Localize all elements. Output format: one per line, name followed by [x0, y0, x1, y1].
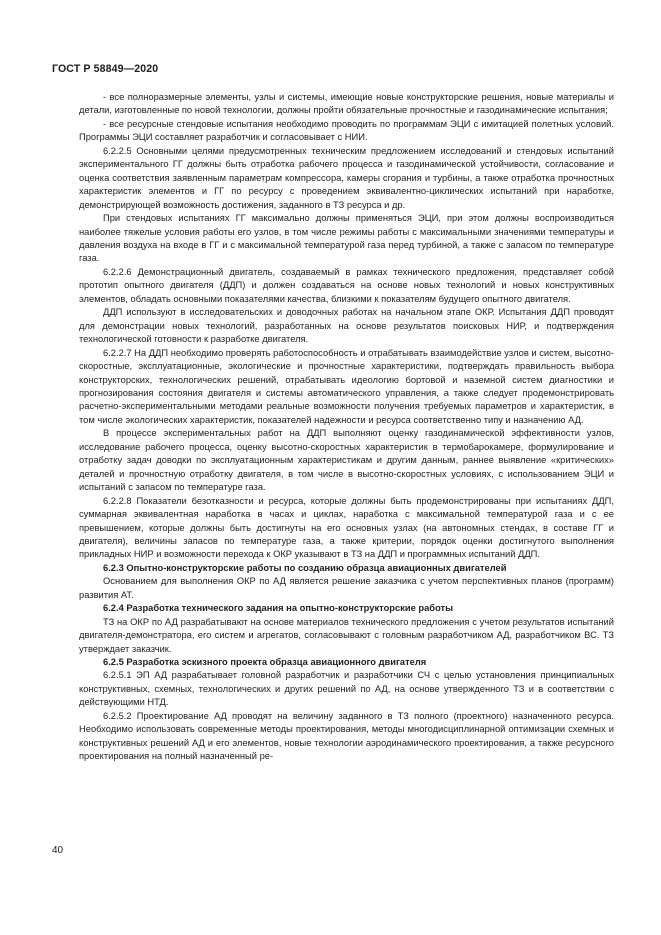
section-heading: 6.2.5 Разработка эскизного проекта образца авиационного двигателя — [103, 657, 427, 668]
section-heading: 6.2.4 Разработка технического задания на опытно-конструкторские работы — [103, 603, 454, 614]
paragraph: 6.2.2.8 Показатели безотказности и ресурса, которые должны быть продемонстрированы при испытаниях ДДП, суммарная эквивалентная наработка в часах и циклах, наработка с максимальной температурой газа и с ее превышением, которые должны быть достигнуты на его основных узлах (на автономных стендах, в составе ГГ и двигателя), величины запасов по температуре газа, а также критерии, порядок оценки достигнутого выполнения прикладных НИР и возможности перехода к ОКР указывают в ТЗ на ДДП и программных испытаний ДДП. — [79, 495, 614, 560]
standard-header: ГОСТ Р 58849—2020 — [52, 63, 159, 75]
paragraph: 6.2.2.6 Демонстрационный двигатель, создаваемый в рамках технического предложения, представляет собой прототип опытного двигателя (ДДП) и должен создаваться на основе новых технологий и новых конструктивных элементов, обладать основными показателями качества, близкими к показателям будущего опытного двигателя. — [79, 266, 614, 304]
paragraph: ДДП используют в исследовательских и доводочных работах на начальном этапе ОКР. Испытания ДДП проводят для демонстрации новых технологий, разработанных на основе результатов поисковых НИР, и подтверждения технологической готовности к разработке двигателя. — [79, 307, 614, 345]
paragraph: 6.2.5.2 Проектирование АД проводят на величину заданного в ТЗ полного (проектного) назначенного ресурса. Необходимо использовать современные методы проектирования, методы многодисциплинарной оптимизации схемных и конструктивных решений АД и его элементов, новые технологии аэродинамического проектирования, а также ресурсного проектирования на полный назначенный ре- — [79, 710, 614, 762]
paragraph: В процессе экспериментальных работ на ДДП выполняют оценку газодинамической эффективности узлов, исследование рабочего процесса, оценку высотно-скоростных характеристик в термобарокамере, формулирование и отработку задач доводки по эксплуатационным характеристикам и другим данным, раннее выявление «критических» деталей и прочностную отработку двигателя, в том числе в высотно-скоростных условиях, с использованием ЭЦИ и испытаний с запасом по температуре газа. — [79, 428, 614, 493]
document-body — [79, 91, 614, 764]
paragraph: - все полноразмерные элементы, узлы и системы, имеющие новые конструкторские решения, новые материалы и детали, изготовленные по новой технологии, должны пройти обязательные прочностные и газодинамические испытания; — [79, 92, 614, 116]
paragraph: ТЗ на ОКР по АД разрабатывают на основе материалов технического предложения с учетом результатов испытаний двигателя-демонстратора, его систем и агрегатов, согласовывают с головным разработчиком АД, разработчиком ВС. ТЗ утверждает заказчик. — [79, 616, 614, 654]
paragraph: 6.2.5.1 ЭП АД разрабатывает головной разработчик и разработчики СЧ с целью установления принципиальных конструктивных, схемных, технологических и других решений по АД, на основе утвержденного ТЗ и в соответствии с действующими НТД. — [79, 670, 614, 708]
paragraph: При стендовых испытаниях ГГ максимально должны применяться ЭЦИ, при этом должны воспроизводиться наиболее тяжелые условия работы его узлов, в том числе режимы работы с максимальными значениями температуры и давления воздуха на входе в ГГ и с максимальной температурой газа перед турбиной, а также с запасом по температуре газа. — [79, 213, 614, 264]
paragraph: 6.2.2.7 На ДДП необходимо проверять работоспособность и отрабатывать взаимодействие узлов и систем, высотно-скоростные, эксплуатационные, экологические и прочностные характеристики, подтверждать правильность выбора конструкторских, технологических решений, отрабатывать идеологию бортовой и наземной систем диагностики и прогнозирования состояния двигателя и системы автоматического управления, а также следует продемонстрировать расчетно-экспериментальными методами реальные возможности получения требуемых параметров и характеристик, в том числе экологических характеристик, показателей надежности и ресурса соответственно типу и назначению АД. — [79, 347, 614, 425]
section-heading: 6.2.3 Опытно-конструкторские работы по созданию образца авиационных двигателей — [103, 562, 507, 573]
paragraph: - все ресурсные стендовые испытания необходимо проводить по программам ЭЦИ с имитацией полетных условий. Программы ЭЦИ составляет разработчик и согласовывает с НИИ. — [79, 118, 614, 143]
page-number: 40 — [52, 845, 64, 856]
paragraph: 6.2.2.5 Основными целями предусмотренных техническим предложением исследований и стендовых испытаний экспериментального ГГ должны быть отработка рабочего процесса и газодинамической устойчивости, согласование и оценка соответствия заявленным параметрам компрессора, камеры сгорания и турбины, а также отработка прочностных характеристик элементов и ГГ по ресурсу с проведением эквивалентно-циклических испытаний при наработке, демонстрирующей возможность достижения, заданного в ТЗ ресурса и др. — [79, 145, 614, 210]
paragraph: Основанием для выполнения ОКР по АД является решение заказчика с учетом перспективных планов (программ) развития АТ. — [79, 576, 614, 600]
